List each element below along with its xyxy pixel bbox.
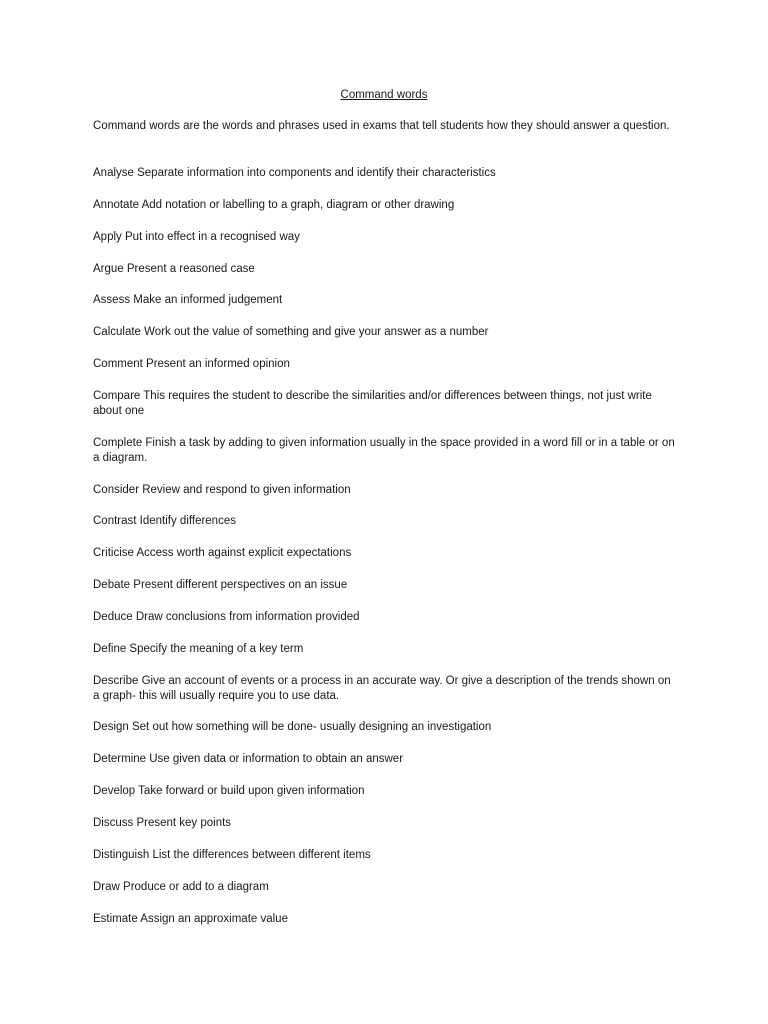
definition-determine: Determine Use given data or information to obtain an answer [93, 753, 404, 765]
definition-apply: Apply Put into effect in a recognised way [93, 231, 300, 243]
page-title: Command words [340, 89, 428, 101]
definition-comment: Comment Present an informed opinion [93, 358, 290, 370]
definition-annotate: Annotate Add notation or labelling to a graph, diagram or other drawing [93, 199, 455, 211]
definition-describe: Describe Give an account of events or a process in an accurate way. Or give a description of the trends shown on a graph- this will usually require you to use data. [93, 675, 671, 702]
definition-discuss: Discuss Present key points [93, 817, 232, 829]
definition-draw: Draw Produce or add to a diagram [93, 881, 269, 893]
definition-debate: Debate Present different perspectives on an issue [93, 579, 348, 591]
definition-criticise: Criticise Access worth against explicit expectations [93, 547, 352, 559]
definition-argue: Argue Present a reasoned case [93, 263, 255, 275]
definition-design: Design Set out how something will be done- usually designing an investigation [93, 721, 492, 733]
definition-estimate: Estimate Assign an approximate value [93, 913, 288, 925]
definition-assess: Assess Make an informed judgement [93, 294, 283, 306]
definition-calculate: Calculate Work out the value of something and give your answer as a number [93, 326, 489, 338]
definition-distinguish: Distinguish List the differences between different items [93, 849, 371, 861]
intro-paragraph: Command words are the words and phrases used in exams that tell students how they should answer a question. [93, 120, 670, 132]
definition-consider: Consider Review and respond to given information [93, 484, 351, 496]
definition-complete: Complete Finish a task by adding to given information usually in the space provided in a word fill or in a table or on a diagram. [93, 437, 675, 464]
definition-analyse: Analyse Separate information into components and identify their characteristics [93, 167, 496, 179]
definition-contrast: Contrast Identify differences [93, 515, 236, 527]
definition-develop: Develop Take forward or build upon given information [93, 785, 365, 797]
definition-define: Define Specify the meaning of a key term [93, 643, 304, 655]
definition-deduce: Deduce Draw conclusions from information provided [93, 611, 360, 623]
definition-compare: Compare This requires the student to describe the similarities and/or differences between things, not just write about one [93, 390, 652, 417]
